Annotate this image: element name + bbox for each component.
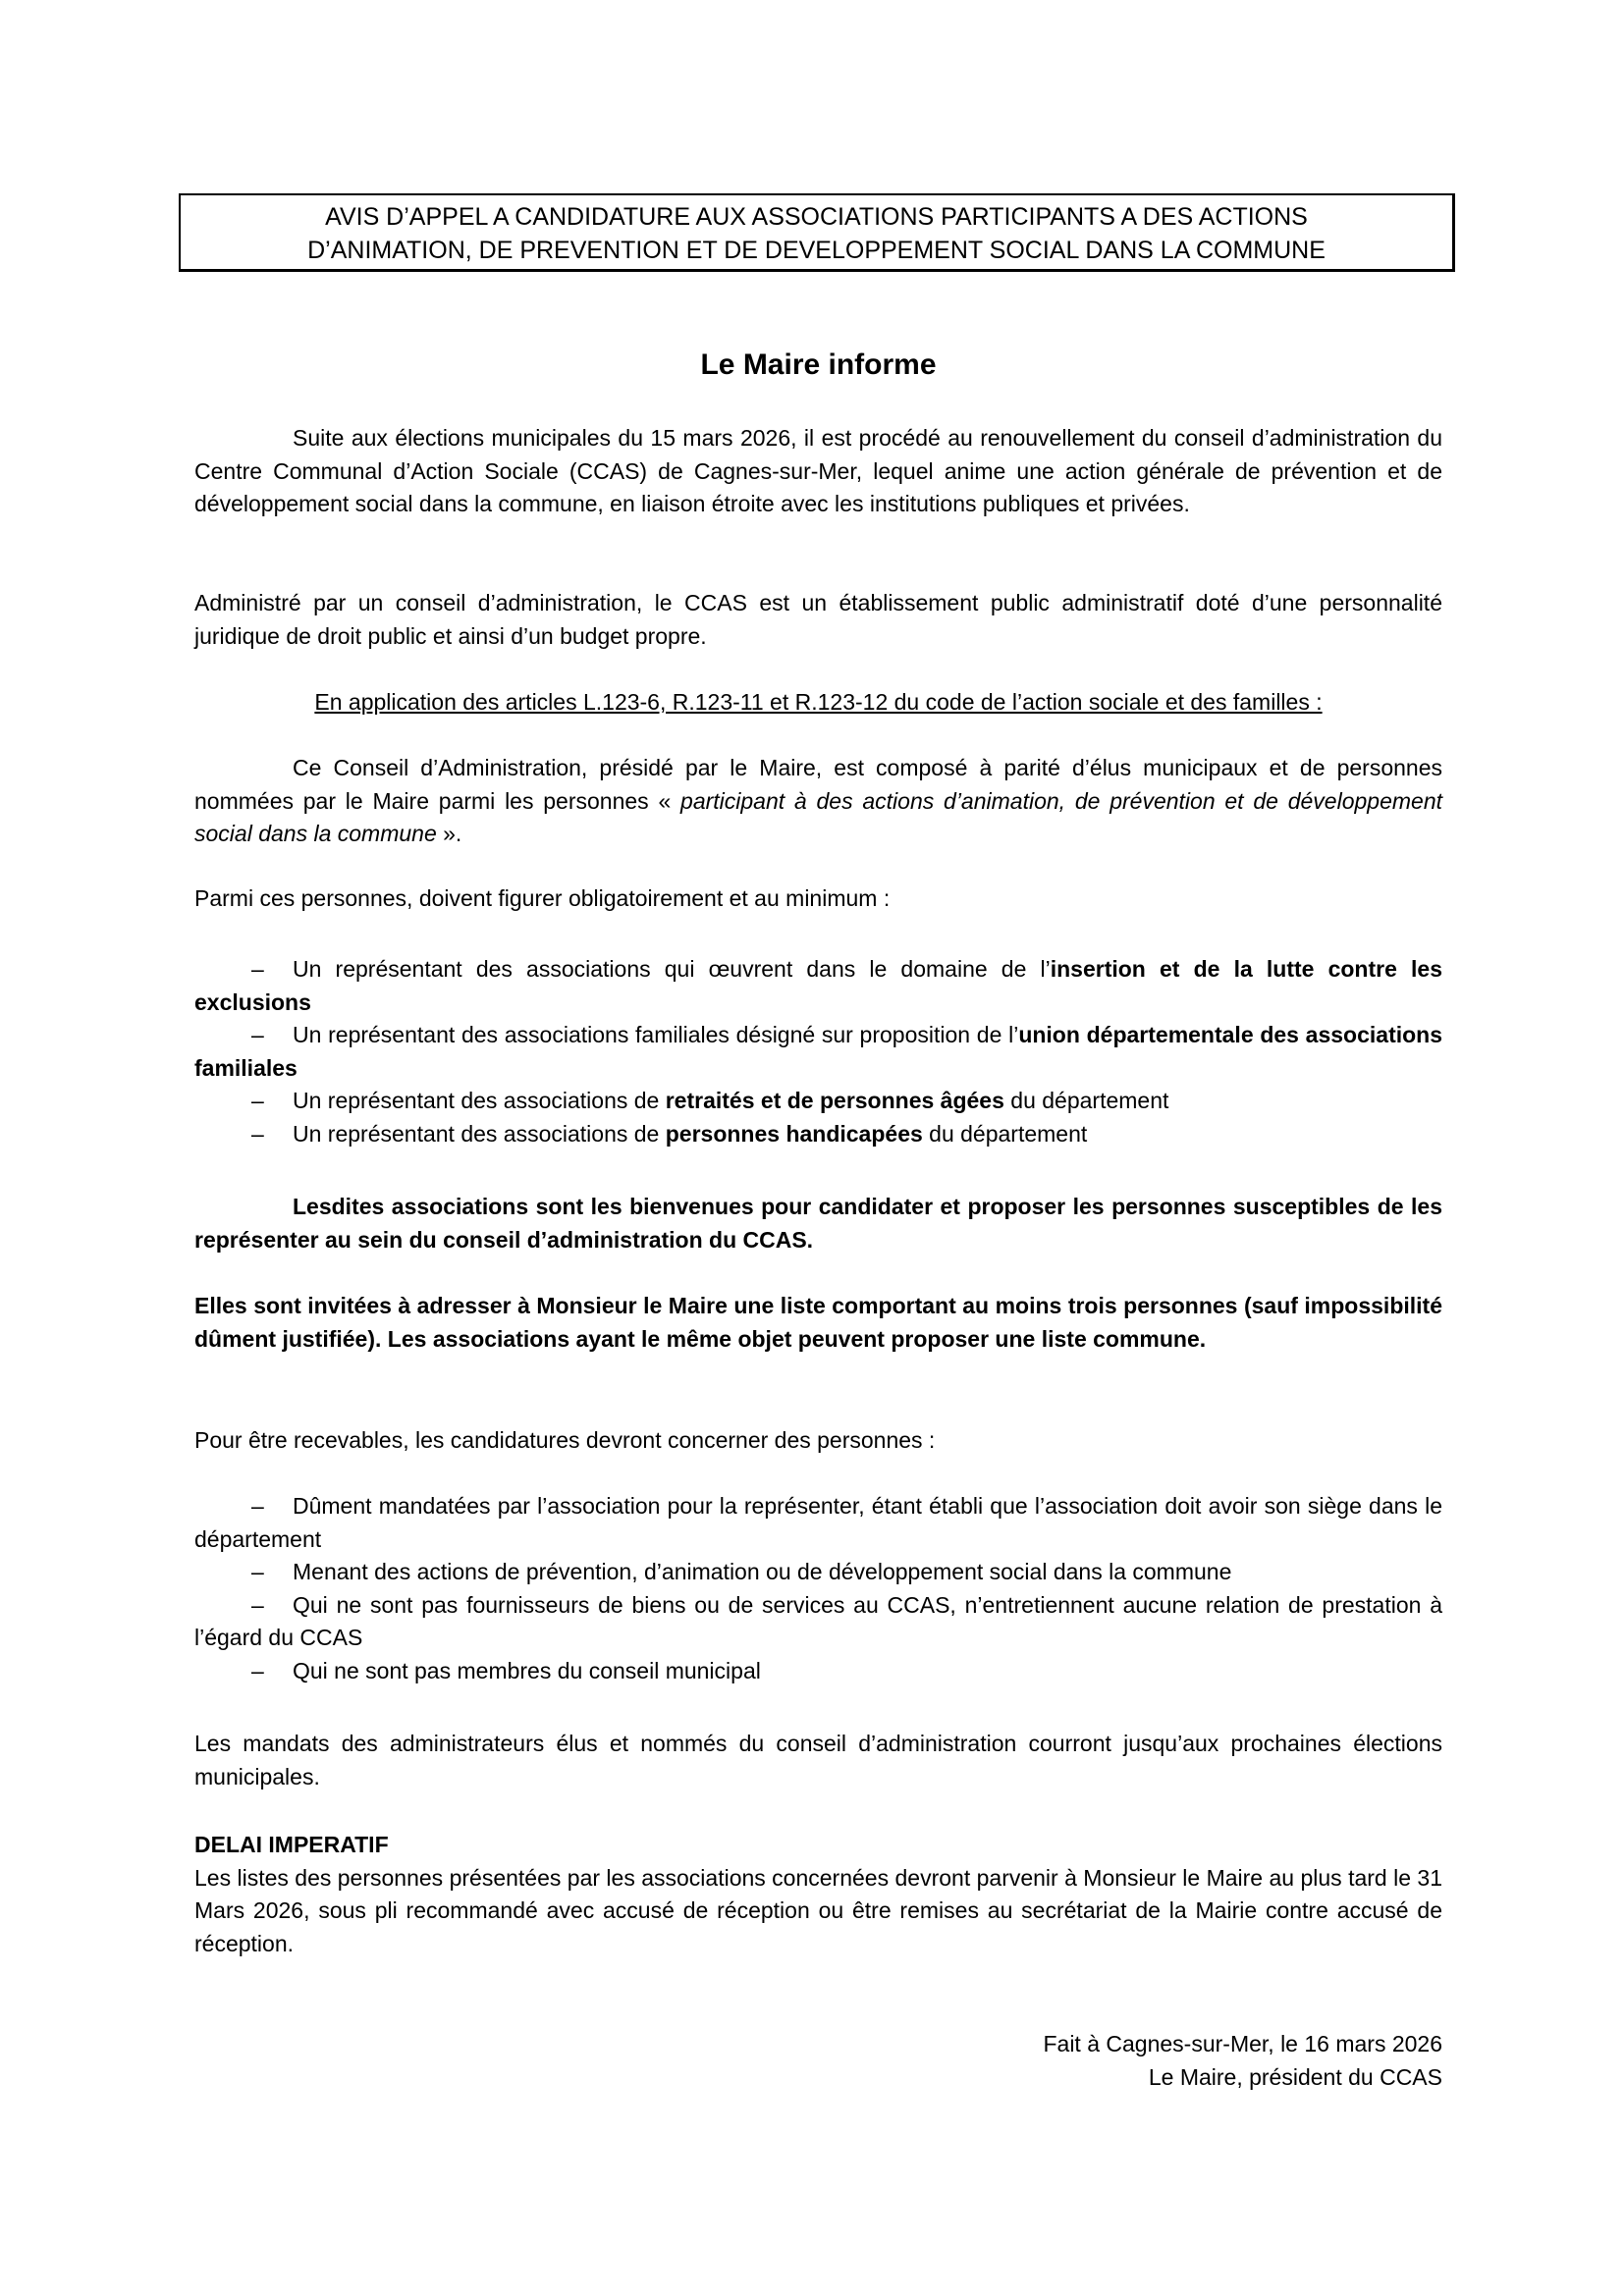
conseil-paragraph — [194, 752, 1442, 851]
dash-bullet: – — [251, 1088, 264, 1113]
dash-bullet: – — [251, 1120, 264, 1147]
item-text: Dûment mandatées par l’association pour la représenter, étant établi que l’association doit avoir son siège dans le département — [194, 1493, 1442, 1552]
deadline-text: Les listes des personnes présentées par les associations concernées devront parvenir à Monsieur le Maire au plus tard le 31 Mars 2026, sous pli recommandé avec accusé de réception ou être remises au secrétariat de la Mairie contre accusé de réception. — [194, 1864, 1442, 1956]
header-line-1: AVIS D’APPEL A CANDIDATURE AUX ASSOCIATIONS PARTICIPANTS A DES ACTIONS — [325, 203, 1308, 231]
item-bold: union départementale des associations familiales — [194, 1022, 1443, 1081]
list-item — [194, 1019, 1442, 1085]
dash-bullet: – — [251, 1559, 264, 1584]
list-item — [194, 1118, 1442, 1151]
item-text: Menant des actions de prévention, d’animation ou de développement social dans la commune — [293, 1559, 1232, 1584]
signature-place-date: Fait à Cagnes-sur-Mer, le 16 mars 2026 — [1043, 2031, 1442, 2056]
dash-bullet: – — [251, 956, 264, 982]
invitees-text: Elles sont invitées à adresser à Monsieur le Maire une liste comportant au moins trois personnes (sauf impossibilité dûment justifiée). Les associations ayant le même objet peuvent proposer une liste commune. — [194, 1293, 1442, 1352]
item-text: Un représentant des associations de — [293, 1120, 666, 1147]
item-text-end: du département — [922, 1120, 1088, 1147]
item-bold: personnes handicapées — [665, 1120, 923, 1147]
representatives-list — [194, 953, 1442, 1150]
header-line-2: D’ANIMATION, DE PREVENTION ET DE DEVELOPPEMENT SOCIAL DANS LA COMMUNE — [307, 237, 1326, 264]
legal-reference: En application des articles L.123-6, R.123-11 et R.123-12 du code de l’action sociale et des familles : — [314, 689, 1323, 715]
dash-bullet: – — [251, 1493, 264, 1519]
bold-paragraph-2 — [194, 1290, 1442, 1356]
list-item — [194, 1589, 1442, 1655]
item-text: Un représentant des associations qui œuvrent dans le domaine de l’ — [293, 956, 1051, 982]
para-elections: Suite aux élections municipales du 15 mars 2026, il est procédé au renouvellement du conseil d’administration du Centre Communal d’Action Sociale (CCAS) de Cagnes-sur-Mer, lequel anime une action générale de prévention et de développement social dans la commune, en liaison étroite avec les institutions publiques et privées. — [194, 425, 1442, 516]
list-item — [194, 1556, 1442, 1589]
signature-block — [1043, 2028, 1442, 2094]
para3-text: Ce Conseil d’Administration, présidé par le Maire, est composé à parité d’élus municipaux et de personnes nommées par le Maire parmi les personnes « — [194, 755, 1442, 814]
item-text: Qui ne sont pas fournisseurs de biens ou de services au CCAS, n’entretiennent aucune relation de prestation à l’égard du CCAS — [194, 1591, 1442, 1650]
signature-title: Le Maire, président du CCAS — [1148, 2063, 1442, 2090]
dash-bullet: – — [251, 1591, 264, 1618]
list-item — [194, 1085, 1442, 1118]
intro-paragraph — [194, 422, 1442, 521]
para3-quote: participant à des actions d’animation, de prévention et de développement social dans la commune — [194, 787, 1443, 846]
para-administre: Administré par un conseil d’administration, le CCAS est un établissement public administratif doté d’une personnalité juridique de droit public et ainsi d’un budget propre. — [194, 590, 1442, 649]
bienvenues-text: Lesdites associations sont les bienvenues pour candidater et proposer les personnes susceptibles de les représenter au sein du conseil d’administration du CCAS. — [194, 1194, 1442, 1253]
list-item — [194, 1655, 1442, 1688]
item-text: Un représentant des associations familiales désigné sur proposition de l’ — [293, 1022, 1019, 1047]
bold-paragraph-1 — [194, 1191, 1442, 1256]
page-title: Le Maire informe — [700, 348, 937, 381]
deadline-heading: DELAI IMPERATIF — [194, 1832, 389, 1857]
list-item — [194, 1490, 1442, 1556]
item-bold: insertion et de la lutte contre les exclusions — [194, 956, 1442, 1015]
list-item — [194, 953, 1442, 1019]
item-text: Qui ne sont pas membres du conseil municipal — [293, 1657, 761, 1683]
item-bold: retraités et de personnes âgées — [665, 1088, 1004, 1113]
header-box — [179, 193, 1455, 272]
recevables-paragraph: Pour être recevables, les candidatures devront concerner des personnes : — [194, 1427, 936, 1453]
conditions-list — [194, 1490, 1442, 1687]
deadline-section — [194, 1829, 1442, 1960]
dash-bullet: – — [251, 1657, 264, 1683]
ccas-paragraph — [194, 587, 1442, 653]
dash-bullet: – — [251, 1022, 264, 1047]
item-text: Un représentant des associations de — [293, 1088, 666, 1113]
mandats-paragraph: Les mandats des administrateurs élus et nommés du conseil d’administration courront jusqu’aux prochaines élections municipales. — [194, 1731, 1442, 1789]
item-text-end: du département — [1003, 1088, 1169, 1113]
para3-end: ». — [436, 821, 462, 846]
parmi-paragraph: Parmi ces personnes, doivent figurer obligatoirement et au minimum : — [194, 885, 891, 911]
